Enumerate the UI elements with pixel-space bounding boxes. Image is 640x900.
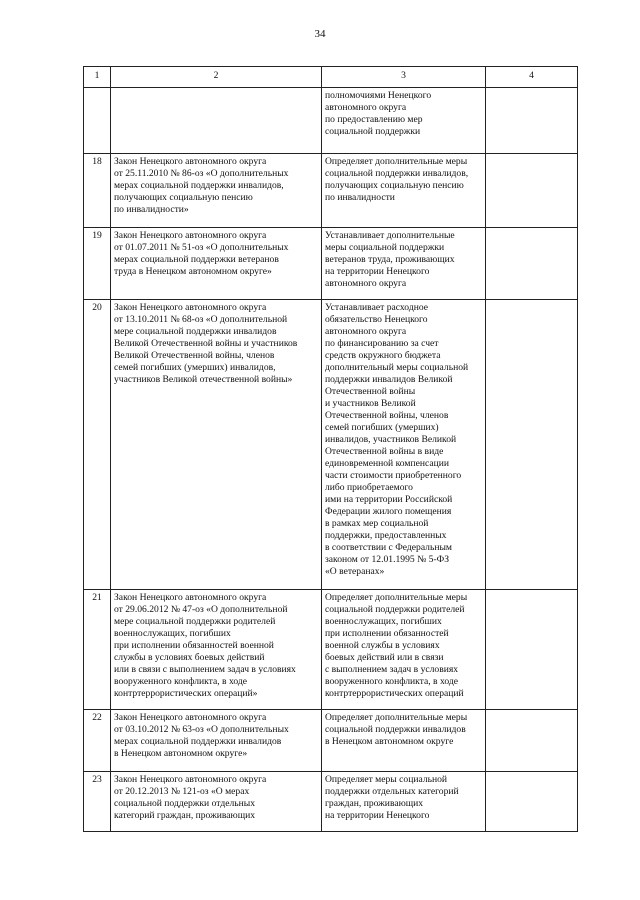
column-header-2: 2 [111, 67, 322, 88]
row-number: 19 [84, 228, 111, 300]
table-row [84, 710, 578, 772]
description-cell: Определяет дополнительные меры социальной поддержки родителей военнослужащих, погибших при исполнении обязанностей военной службы в условиях боевых действий или в связи с выполнением задач в условиях вооруженного конфликта, в ходе контртеррористических операций [322, 590, 486, 710]
description-cell: Определяет меры социальной поддержки отдельных категорий граждан, проживающих на территории Ненецкого [322, 772, 486, 832]
table-row [84, 154, 578, 228]
legislation-table [83, 66, 578, 832]
law-cell: Закон Ненецкого автономного округа от 20.12.2013 № 121-оз «О мерах социальной поддержки отдельных категорий граждан, проживающих [111, 772, 322, 832]
law-cell: Закон Ненецкого автономного округа от 29.06.2012 № 47-оз «О дополнительной мере социальной поддержки родителей военнослужащих, погибших при исполнении обязанностей военной службы в условиях боевых действий или в связи с выполнением задач в условиях вооруженного конфликта, в ходе контртеррористических операций» [111, 590, 322, 710]
description-cell: Устанавливает расходное обязательство Ненецкого автономного округа по финансированию за счет средств окружного бюджета дополнительный меры социальной поддержки инвалидов Великой Отечественной войны и участников Великой Отечественной войны, членов семей погибших (умерших) инвалидов, участников Великой Отечественной войны в виде единовременной компенсации части стоимости приобретенного либо приобретаемого ими на территории Российской Федерации жилого помещения в рамках мер социальной поддержки, предоставленных в соответствии с Федеральным законом от 12.01.1995 № 5-ФЗ «О ветеранах» [322, 300, 486, 590]
law-cell: Закон Ненецкого автономного округа от 01.07.2011 № 51-оз «О дополнительных мерах социальной поддержки ветеранов труда в Ненецком автономном округе» [111, 228, 322, 300]
table-row [84, 772, 578, 832]
column-header-3: 3 [322, 67, 486, 88]
row-number: 23 [84, 772, 111, 832]
description-cell: Определяет дополнительные меры социальной поддержки инвалидов в Ненецком автономном округе [322, 710, 486, 772]
table-row [84, 88, 578, 154]
law-cell: Закон Ненецкого автономного округа от 25.11.2010 № 86-оз «О дополнительных мерах социальной поддержки инвалидов, получающих социальную пенсию по инвалидности» [111, 154, 322, 228]
note-cell [486, 154, 578, 228]
law-cell: Закон Ненецкого автономного округа от 03.10.2012 № 63-оз «О дополнительных мерах социальной поддержки инвалидов в Ненецком автономном округе» [111, 710, 322, 772]
note-cell [486, 710, 578, 772]
law-cell [111, 88, 322, 154]
table-row [84, 228, 578, 300]
description-cell: Определяет дополнительные меры социальной поддержки инвалидов, получающих социальную пенсию по инвалидности [322, 154, 486, 228]
table-header-row [84, 67, 578, 88]
description-cell: полномочиями Ненецкого автономного округа по предоставлению мер социальной поддержки [322, 88, 486, 154]
note-cell [486, 772, 578, 832]
row-number: 20 [84, 300, 111, 590]
table-row [84, 590, 578, 710]
description-cell: Устанавливает дополнительные меры социальной поддержки ветеранов труда, проживающих на территории Ненецкого автономного округа [322, 228, 486, 300]
row-number [84, 88, 111, 154]
page-number: 34 [314, 28, 326, 40]
column-header-4: 4 [486, 67, 578, 88]
row-number: 22 [84, 710, 111, 772]
row-number: 18 [84, 154, 111, 228]
note-cell [486, 300, 578, 590]
table-row [84, 300, 578, 590]
row-number: 21 [84, 590, 111, 710]
law-cell: Закон Ненецкого автономного округа от 13.10.2011 № 68-оз «О дополнительной мере социальной поддержки инвалидов Великой Отечественной войны и участников Великой Отечественной войны, членов семей погибших (умерших) инвалидов, участников Великой отечественной войны» [111, 300, 322, 590]
column-header-1: 1 [84, 67, 111, 88]
note-cell [486, 590, 578, 710]
note-cell [486, 228, 578, 300]
note-cell [486, 88, 578, 154]
